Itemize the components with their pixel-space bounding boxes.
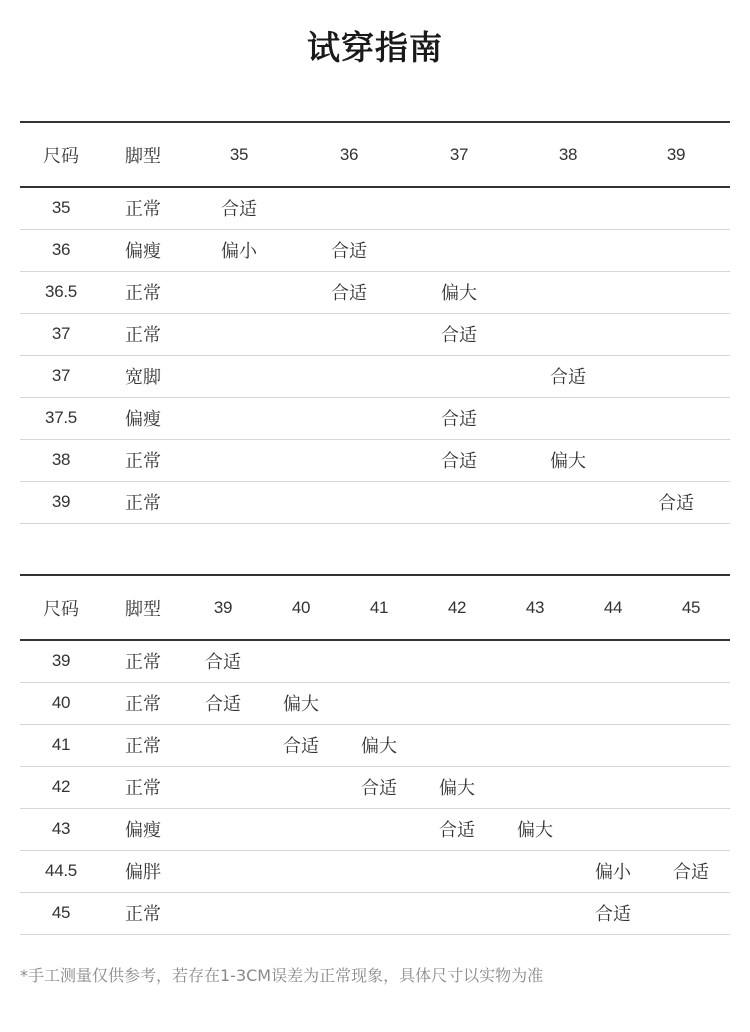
header-shoe-size: 35 xyxy=(184,122,294,187)
table-row xyxy=(20,313,730,355)
cell-foot-type: 正常 xyxy=(102,892,184,934)
cell-fit xyxy=(652,724,730,766)
size-table-large xyxy=(20,574,730,935)
header-shoe-size: 43 xyxy=(496,575,574,640)
cell-fit xyxy=(514,481,622,523)
header-size: 尺码 xyxy=(20,575,102,640)
cell-fit xyxy=(294,397,404,439)
cell-fit: 偏小 xyxy=(184,229,294,271)
table-header xyxy=(20,575,730,640)
cell-fit xyxy=(294,355,404,397)
cell-fit: 偏大 xyxy=(404,271,514,313)
cell-fit: 偏大 xyxy=(340,724,418,766)
cell-fit xyxy=(514,271,622,313)
table-row xyxy=(20,271,730,313)
cell-fit xyxy=(496,892,574,934)
cell-fit xyxy=(418,850,496,892)
cell-foot-type: 宽脚 xyxy=(102,355,184,397)
page-title: 试穿指南 xyxy=(307,28,443,67)
cell-fit xyxy=(294,313,404,355)
cell-fit xyxy=(184,397,294,439)
table-body xyxy=(20,640,730,934)
cell-size: 38 xyxy=(20,439,102,481)
cell-fit xyxy=(496,766,574,808)
disclaimer-footnote: *手工测量仅供参考，若存在1-3CM误差为正常现象，具体尺寸以实物为准 xyxy=(20,966,544,985)
cell-fit xyxy=(262,850,340,892)
cell-foot-type: 正常 xyxy=(102,481,184,523)
table-row xyxy=(20,850,730,892)
cell-fit xyxy=(184,439,294,481)
cell-fit xyxy=(652,892,730,934)
cell-foot-type: 正常 xyxy=(102,313,184,355)
table-row xyxy=(20,355,730,397)
header-shoe-size: 42 xyxy=(418,575,496,640)
header-shoe-size: 36 xyxy=(294,122,404,187)
header-row xyxy=(20,122,730,187)
cell-size: 40 xyxy=(20,682,102,724)
cell-fit xyxy=(404,355,514,397)
header-shoe-size: 39 xyxy=(184,575,262,640)
cell-fit xyxy=(418,640,496,682)
cell-foot-type: 正常 xyxy=(102,187,184,229)
cell-fit xyxy=(496,850,574,892)
cell-foot-type: 正常 xyxy=(102,766,184,808)
cell-fit xyxy=(262,766,340,808)
table-row xyxy=(20,724,730,766)
cell-fit xyxy=(340,892,418,934)
cell-size: 37 xyxy=(20,313,102,355)
cell-fit xyxy=(574,640,652,682)
cell-fit xyxy=(418,892,496,934)
cell-fit: 偏大 xyxy=(418,766,496,808)
cell-fit xyxy=(514,313,622,355)
header-shoe-size: 45 xyxy=(652,575,730,640)
cell-fit: 合适 xyxy=(262,724,340,766)
header-foot-type: 脚型 xyxy=(102,122,184,187)
cell-fit xyxy=(574,682,652,724)
cell-fit xyxy=(184,808,262,850)
size-table-small xyxy=(20,121,730,524)
cell-fit: 合适 xyxy=(652,850,730,892)
cell-fit xyxy=(404,229,514,271)
table-row xyxy=(20,640,730,682)
header-shoe-size: 39 xyxy=(622,122,730,187)
cell-fit xyxy=(184,355,294,397)
cell-fit xyxy=(496,640,574,682)
cell-size: 39 xyxy=(20,481,102,523)
cell-size: 36 xyxy=(20,229,102,271)
cell-fit: 合适 xyxy=(514,355,622,397)
cell-fit xyxy=(184,892,262,934)
cell-foot-type: 偏瘦 xyxy=(102,808,184,850)
cell-fit: 合适 xyxy=(294,229,404,271)
cell-size: 36.5 xyxy=(20,271,102,313)
cell-fit xyxy=(184,313,294,355)
header-foot-type: 脚型 xyxy=(102,575,184,640)
cell-foot-type: 偏瘦 xyxy=(102,397,184,439)
cell-fit xyxy=(340,850,418,892)
cell-fit xyxy=(418,682,496,724)
cell-fit: 合适 xyxy=(404,439,514,481)
cell-fit: 合适 xyxy=(294,271,404,313)
cell-fit: 合适 xyxy=(184,682,262,724)
cell-foot-type: 正常 xyxy=(102,271,184,313)
table-header xyxy=(20,122,730,187)
cell-fit xyxy=(418,724,496,766)
cell-fit: 合适 xyxy=(622,481,730,523)
cell-fit xyxy=(622,271,730,313)
cell-fit: 偏小 xyxy=(574,850,652,892)
cell-fit xyxy=(574,766,652,808)
table-row xyxy=(20,439,730,481)
cell-fit xyxy=(622,397,730,439)
cell-foot-type: 偏瘦 xyxy=(102,229,184,271)
cell-fit xyxy=(184,766,262,808)
cell-fit: 合适 xyxy=(574,892,652,934)
cell-fit xyxy=(340,808,418,850)
cell-fit xyxy=(262,892,340,934)
cell-fit xyxy=(262,640,340,682)
cell-foot-type: 正常 xyxy=(102,640,184,682)
cell-fit xyxy=(514,187,622,229)
table-row xyxy=(20,481,730,523)
cell-size: 41 xyxy=(20,724,102,766)
cell-fit xyxy=(622,313,730,355)
table-row xyxy=(20,397,730,439)
table-body xyxy=(20,187,730,523)
cell-fit xyxy=(184,271,294,313)
table-row xyxy=(20,892,730,934)
table-row xyxy=(20,229,730,271)
cell-fit: 偏大 xyxy=(262,682,340,724)
cell-fit: 合适 xyxy=(340,766,418,808)
header-shoe-size: 37 xyxy=(404,122,514,187)
cell-fit xyxy=(652,640,730,682)
cell-fit xyxy=(262,808,340,850)
cell-fit xyxy=(294,481,404,523)
cell-fit xyxy=(574,724,652,766)
cell-fit xyxy=(184,481,294,523)
cell-fit xyxy=(294,439,404,481)
cell-fit xyxy=(294,187,404,229)
cell-size: 42 xyxy=(20,766,102,808)
table-row xyxy=(20,682,730,724)
cell-fit xyxy=(574,808,652,850)
cell-fit: 合适 xyxy=(404,397,514,439)
cell-fit xyxy=(652,682,730,724)
header-shoe-size: 40 xyxy=(262,575,340,640)
table-row xyxy=(20,187,730,229)
table-row xyxy=(20,808,730,850)
cell-foot-type: 正常 xyxy=(102,724,184,766)
header-shoe-size: 38 xyxy=(514,122,622,187)
header-size: 尺码 xyxy=(20,122,102,187)
cell-fit: 偏大 xyxy=(514,439,622,481)
cell-foot-type: 正常 xyxy=(102,439,184,481)
cell-foot-type: 偏胖 xyxy=(102,850,184,892)
cell-fit xyxy=(496,724,574,766)
cell-fit xyxy=(622,187,730,229)
cell-fit: 偏大 xyxy=(496,808,574,850)
cell-fit xyxy=(652,808,730,850)
cell-fit xyxy=(340,682,418,724)
cell-fit xyxy=(622,229,730,271)
cell-fit: 合适 xyxy=(184,187,294,229)
cell-fit xyxy=(496,682,574,724)
cell-fit: 合适 xyxy=(184,640,262,682)
cell-fit: 合适 xyxy=(418,808,496,850)
cell-foot-type: 正常 xyxy=(102,682,184,724)
cell-fit xyxy=(184,724,262,766)
cell-fit xyxy=(184,850,262,892)
cell-fit xyxy=(622,439,730,481)
cell-fit xyxy=(514,397,622,439)
header-shoe-size: 41 xyxy=(340,575,418,640)
cell-fit xyxy=(340,640,418,682)
cell-fit xyxy=(404,187,514,229)
cell-fit: 合适 xyxy=(404,313,514,355)
cell-size: 43 xyxy=(20,808,102,850)
header-row xyxy=(20,575,730,640)
cell-size: 35 xyxy=(20,187,102,229)
cell-size: 39 xyxy=(20,640,102,682)
cell-fit xyxy=(622,355,730,397)
cell-size: 37 xyxy=(20,355,102,397)
cell-fit xyxy=(652,766,730,808)
cell-size: 37.5 xyxy=(20,397,102,439)
cell-fit xyxy=(404,481,514,523)
cell-fit xyxy=(514,229,622,271)
cell-size: 44.5 xyxy=(20,850,102,892)
table-row xyxy=(20,766,730,808)
cell-size: 45 xyxy=(20,892,102,934)
header-shoe-size: 44 xyxy=(574,575,652,640)
